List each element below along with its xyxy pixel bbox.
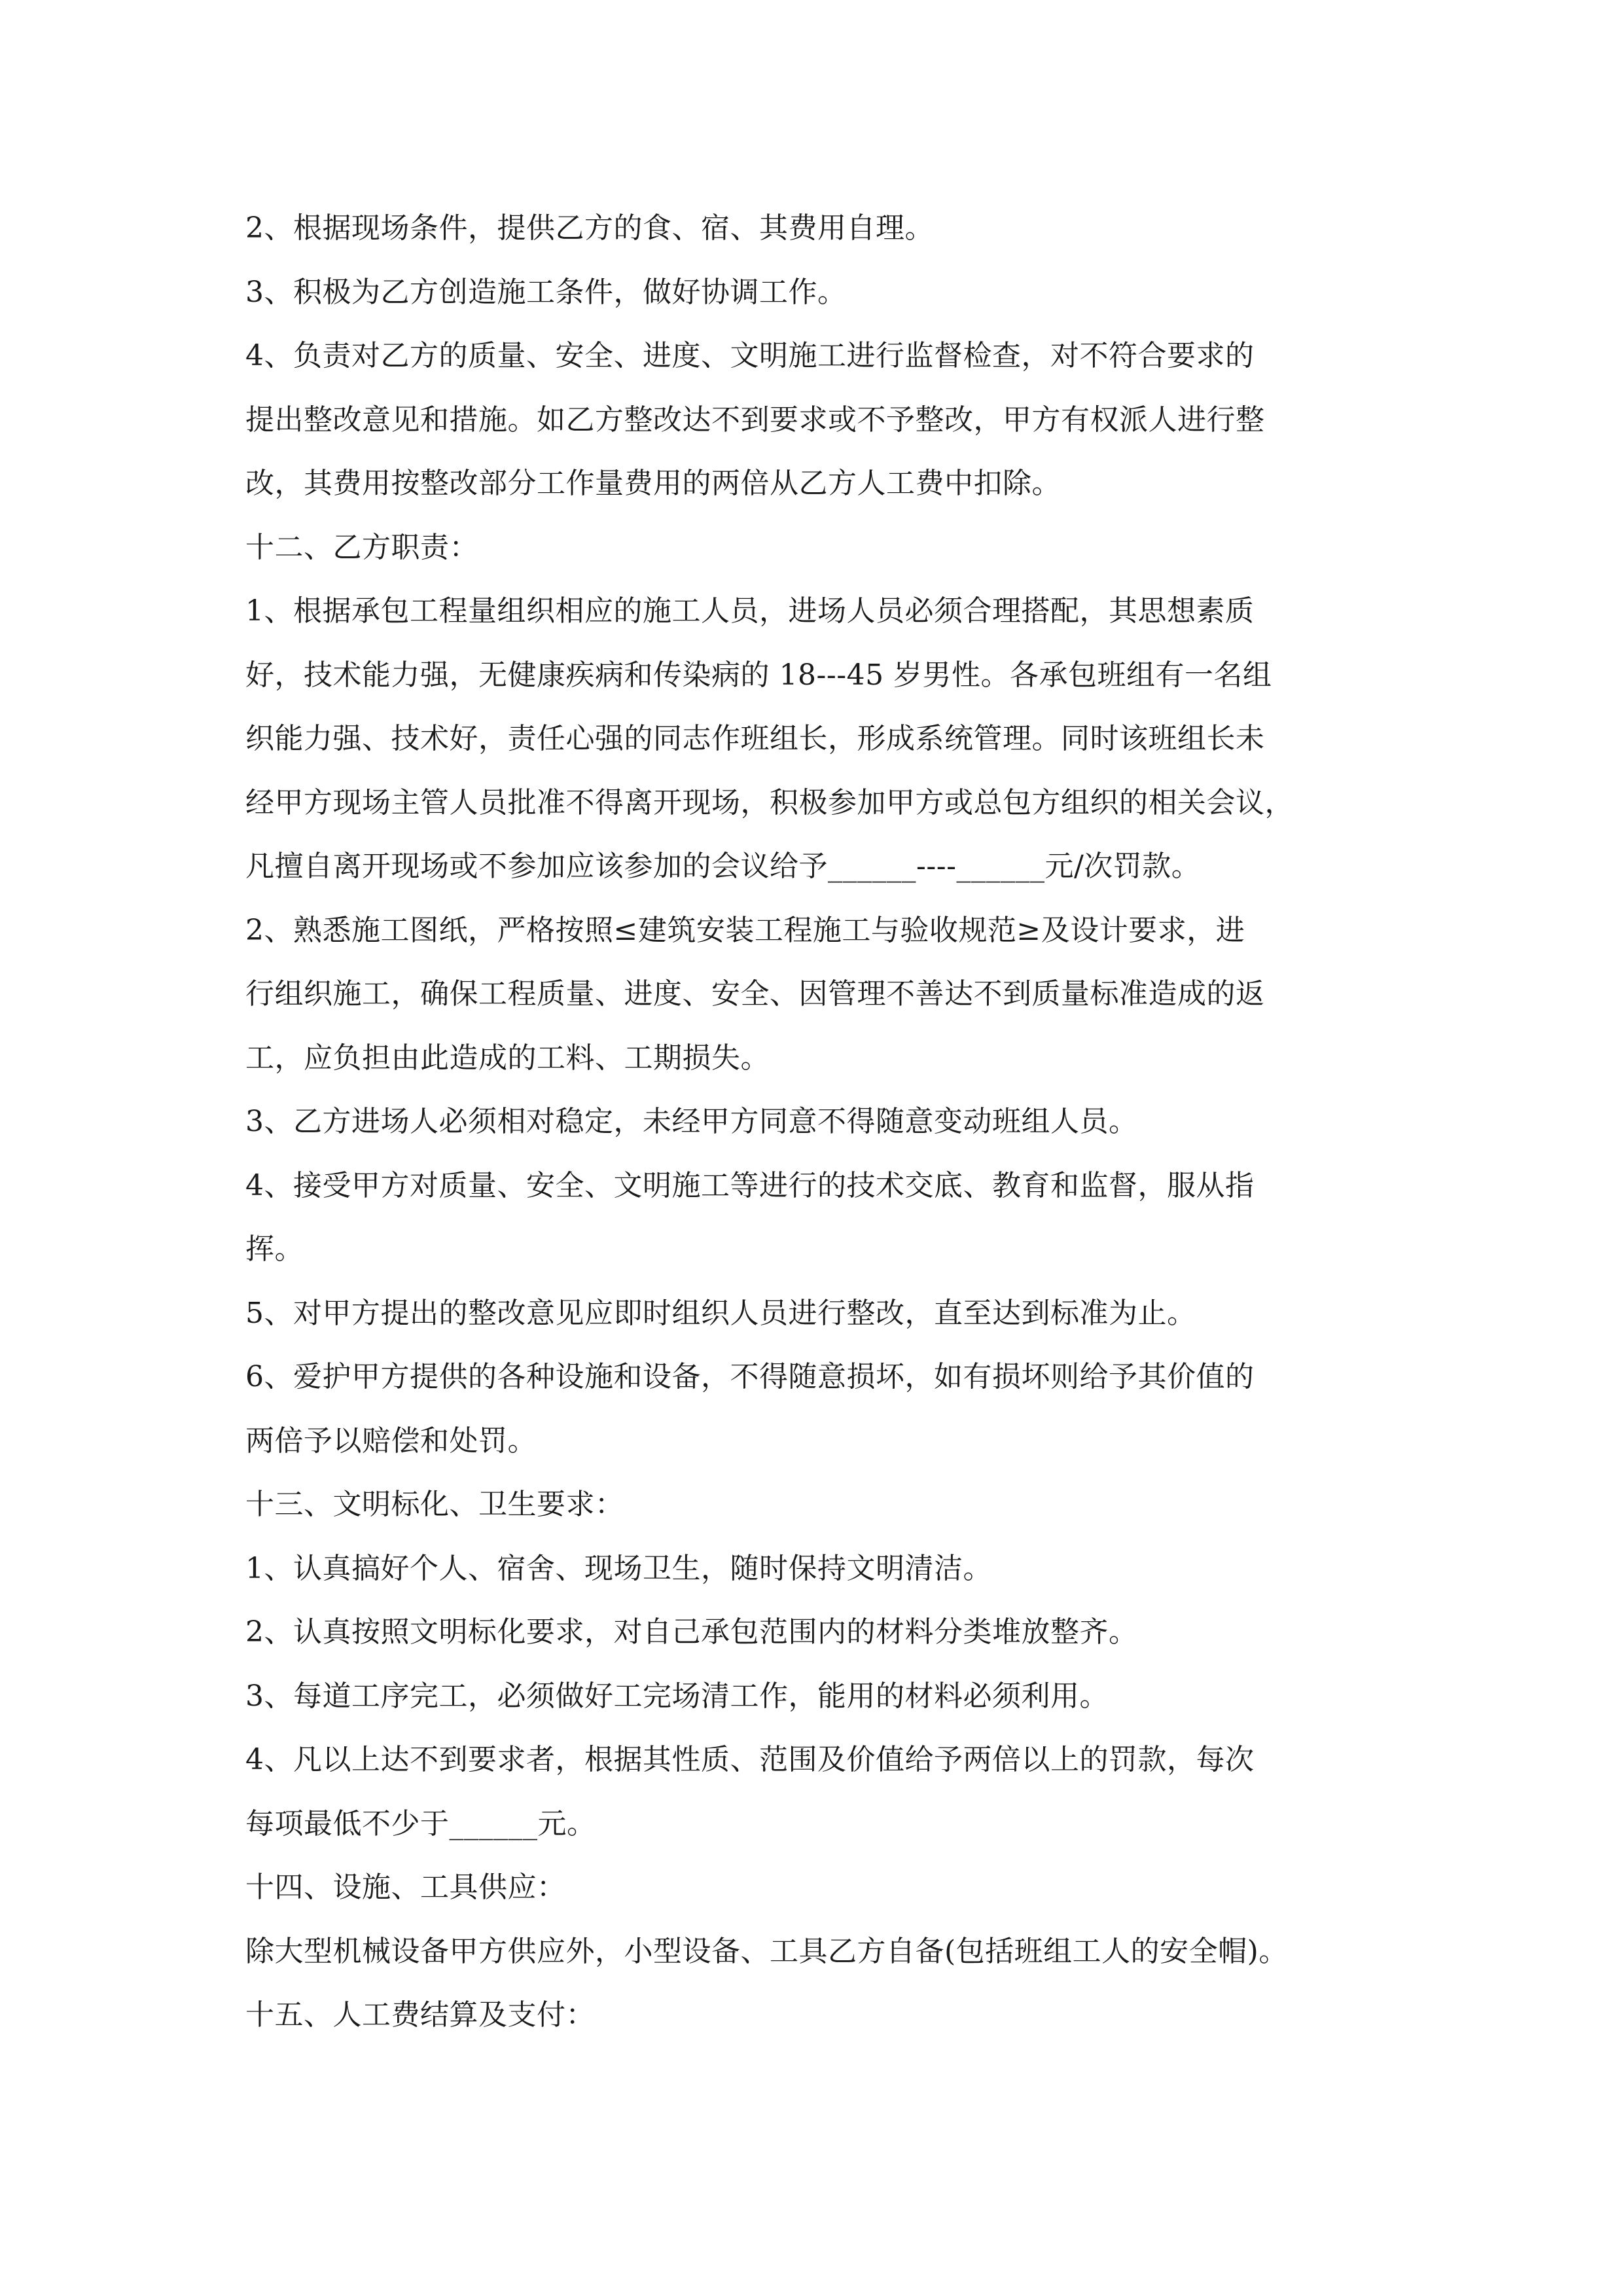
section-heading: 十二、乙方职责： [245, 530, 478, 564]
text-line: 3、每道工序完工，必须做好工完场清工作，能用的材料必须利用。 [245, 1679, 1109, 1713]
text-line: 6、爱护甲方提供的各种设施和设备，不得随意损坏，如有损坏则给予其价值的 [245, 1360, 1255, 1393]
document-body [245, 196, 1423, 2047]
text-line: 经甲方现场主管人员批准不得离开现场，积极参加甲方或总包方组织的相关会议， [245, 785, 1294, 819]
text-line: 行组织施工，确保工程质量、进度、安全、因管理不善达不到质量标准造成的返 [245, 977, 1265, 1011]
text-line: 2、认真按照文明标化要求，对自己承包范围内的材料分类堆放整齐。 [245, 1615, 1138, 1649]
section-heading: 十五、人工费结算及支付： [245, 1998, 595, 2032]
text-line: 1、认真搞好个人、宿舍、现场卫生，随时保持文明清洁。 [245, 1551, 992, 1585]
text-line: 1、根据承包工程量组织相应的施工人员，进场人员必须合理搭配，其思想素质 [245, 594, 1255, 628]
text-line: 两倍予以赔偿和处罚。 [245, 1424, 537, 1458]
text-line: 提出整改意见和措施。如乙方整改达不到要求或不予整改，甲方有权派人进行整 [245, 403, 1265, 437]
text-line: 2、根据现场条件，提供乙方的食、宿、其费用自理。 [245, 211, 934, 245]
text-line: 3、积极为乙方创造施工条件，做好协调工作。 [245, 275, 847, 309]
text-line: 2、熟悉施工图纸，严格按照≤建筑安装工程施工与验收规范≥及设计要求，进 [245, 913, 1245, 947]
text-line: 4、凡以上达不到要求者，根据其性质、范围及价值给予两倍以上的罚款，每次 [245, 1743, 1255, 1776]
section-heading: 十三、文明标化、卫生要求： [245, 1488, 624, 1521]
text-line: 挥。 [245, 1232, 304, 1266]
section-heading: 十四、设施、工具供应： [245, 1871, 566, 1904]
text-line: 好，技术能力强，无健康疾病和传染病的 18---45 岁男性。各承包班组有一名组 [245, 658, 1272, 692]
text-line: 3、乙方进场人必须相对稳定，未经甲方同意不得随意变动班组人员。 [245, 1105, 1138, 1138]
text-line: 工，应负担由此造成的工料、工期损失。 [245, 1041, 770, 1075]
text-line: 每项最低不少于______元。 [245, 1806, 596, 1840]
text-line: 凡擅自离开现场或不参加应该参加的会议给予______----______元/次罚款。 [245, 850, 1201, 883]
text-line: 4、接受甲方对质量、安全、文明施工等进行的技术交底、教育和监督，服从指 [245, 1168, 1255, 1202]
text-line: 改，其费用按整改部分工作量费用的两倍从乙方人工费中扣除。 [245, 467, 1061, 500]
text-line: 织能力强、技术好，责任心强的同志作班组长，形成系统管理。同时该班组长未 [245, 722, 1265, 755]
text-line: 除大型机械设备甲方供应外，小型设备、工具乙方自备(包括班组工人的安全帽)。 [245, 1934, 1288, 1968]
text-line: 4、负责对乙方的质量、安全、进度、文明施工进行监督检查，对不符合要求的 [245, 339, 1255, 372]
text-line: 5、对甲方提出的整改意见应即时组织人员进行整改，直至达到标准为止。 [245, 1296, 1196, 1330]
